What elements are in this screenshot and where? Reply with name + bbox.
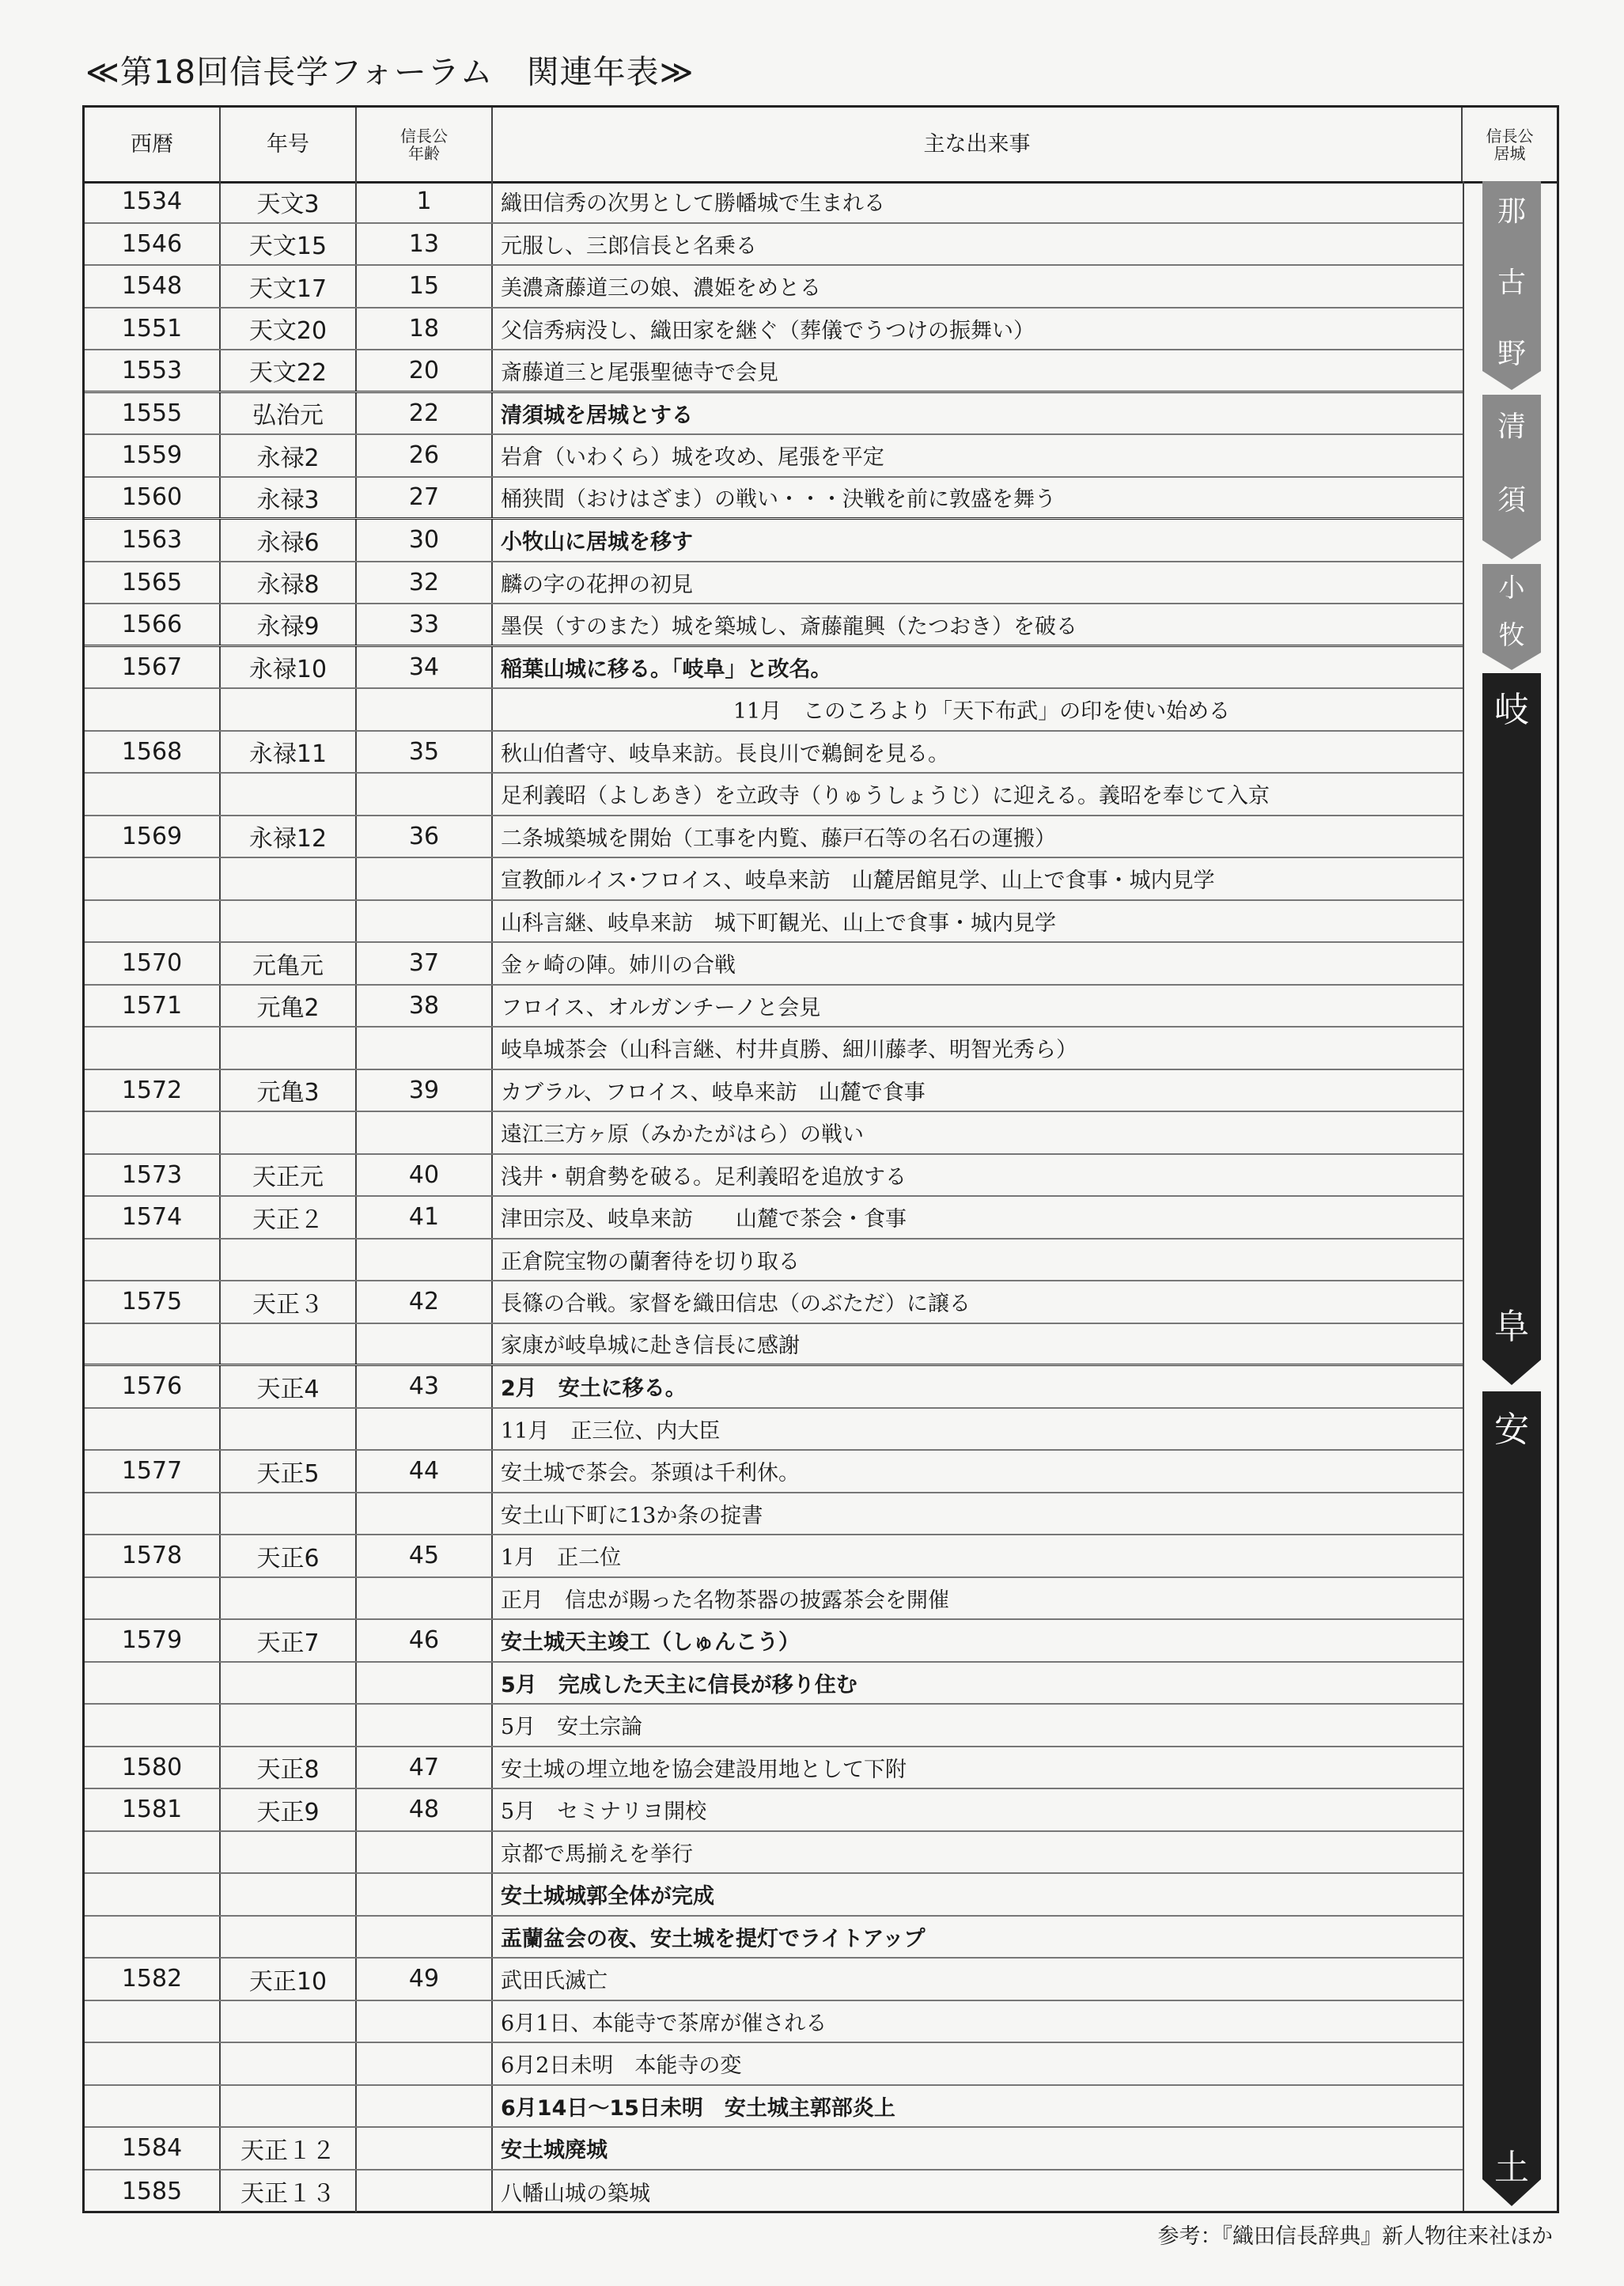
age-cell: 38 bbox=[357, 986, 493, 1027]
table-row bbox=[85, 732, 1463, 774]
year-cell: 1585 bbox=[85, 2171, 221, 2213]
event-cell: 5月 安土宗論 bbox=[501, 1715, 643, 1740]
era-cell: 天正２ bbox=[221, 1197, 357, 1238]
table-row bbox=[85, 2086, 1463, 2129]
table-row bbox=[85, 647, 1463, 690]
event-cell: 墨俣（すのまた）城を築城し、斎藤龍興（たつおき）を破る bbox=[501, 614, 1077, 639]
era-cell: 永禄3 bbox=[221, 478, 357, 518]
age-cell bbox=[357, 1578, 493, 1619]
era-cell bbox=[221, 689, 357, 730]
table-row bbox=[85, 943, 1463, 986]
year-cell bbox=[85, 1112, 221, 1153]
era-cell: 天正7 bbox=[221, 1620, 357, 1661]
table-row bbox=[85, 986, 1463, 1028]
era-cell bbox=[221, 1409, 357, 1450]
era-cell: 元亀3 bbox=[221, 1070, 357, 1111]
table-row bbox=[85, 1240, 1463, 1282]
year-cell: 1572 bbox=[85, 1070, 221, 1111]
castle-azuchi-char-1: 安 bbox=[1494, 1410, 1529, 1450]
era-cell: 永禄12 bbox=[221, 816, 357, 857]
era-cell bbox=[221, 901, 357, 942]
header-era: 年号 bbox=[221, 108, 357, 181]
table-row bbox=[85, 435, 1463, 478]
era-cell: 天正元 bbox=[221, 1155, 357, 1196]
event-cell: 京都で馬揃えを挙行 bbox=[501, 1841, 693, 1867]
age-cell: 22 bbox=[357, 393, 493, 434]
event-cell: 長篠の合戦。家督を織田信忠（のぶただ）に譲る bbox=[501, 1292, 971, 1317]
table-row bbox=[85, 350, 1463, 393]
table-row bbox=[85, 1747, 1463, 1790]
table-row bbox=[85, 2001, 1463, 2044]
event-cell: 盂蘭盆会の夜、安土城を提灯でライトアップ bbox=[501, 1926, 926, 1951]
era-cell: 天文17 bbox=[221, 266, 357, 307]
age-cell: 18 bbox=[357, 308, 493, 350]
event-cell: 清須城を居城とする bbox=[501, 403, 693, 428]
castle-nagoya-arrow bbox=[1482, 181, 1541, 390]
year-cell: 1579 bbox=[85, 1620, 221, 1661]
castle-kiyosu-char-2: 須 bbox=[1497, 484, 1526, 517]
era-cell bbox=[221, 1112, 357, 1153]
event-cell: 八幡山城の築城 bbox=[501, 2181, 650, 2206]
age-cell: 45 bbox=[357, 1535, 493, 1576]
event-cell: 家康が岐阜城に赴き信長に感謝 bbox=[501, 1334, 800, 1359]
era-cell: 天正5 bbox=[221, 1451, 357, 1492]
age-cell: 15 bbox=[357, 266, 493, 307]
age-cell: 32 bbox=[357, 562, 493, 604]
header-castle bbox=[1463, 108, 1557, 181]
age-cell: 33 bbox=[357, 604, 493, 645]
era-cell bbox=[221, 1874, 357, 1915]
event-cell: 11月 このころより「天下布武」の印を使い始める bbox=[733, 699, 1231, 725]
year-cell bbox=[85, 1705, 221, 1746]
table-row bbox=[85, 1451, 1463, 1493]
age-cell bbox=[357, 901, 493, 942]
era-cell bbox=[221, 2001, 357, 2042]
event-cell: 桶狭間（おけはざま）の戦い・・・決戦を前に敦盛を舞う bbox=[501, 487, 1056, 513]
castle-gifu-char-2: 阜 bbox=[1494, 1307, 1529, 1347]
era-cell: 永禄10 bbox=[221, 647, 357, 688]
era-cell: 元亀元 bbox=[221, 943, 357, 984]
age-cell: 37 bbox=[357, 943, 493, 984]
era-cell bbox=[221, 1578, 357, 1619]
era-cell bbox=[221, 1240, 357, 1281]
age-cell: 43 bbox=[357, 1366, 493, 1407]
age-cell bbox=[357, 1028, 493, 1069]
table-row bbox=[85, 266, 1463, 308]
table-row bbox=[85, 1493, 1463, 1536]
castle-kiyosu-arrow bbox=[1482, 395, 1541, 559]
era-cell bbox=[221, 1324, 357, 1364]
age-cell bbox=[357, 2043, 493, 2084]
era-cell: 天文20 bbox=[221, 308, 357, 350]
event-cell: 武田氏滅亡 bbox=[501, 1969, 608, 1994]
era-cell: 天正4 bbox=[221, 1366, 357, 1407]
castle-kiyosu-char-1: 清 bbox=[1497, 411, 1526, 443]
table-row bbox=[85, 2128, 1463, 2171]
year-cell: 1580 bbox=[85, 1747, 221, 1788]
age-cell bbox=[357, 1874, 493, 1915]
age-cell bbox=[357, 1663, 493, 1704]
event-cell: 二条城築城を開始（工事を内覧、藤戸石等の名石の運搬） bbox=[501, 826, 1056, 851]
era-cell bbox=[221, 1663, 357, 1704]
castle-komaki-char-1: 小 bbox=[1498, 572, 1525, 603]
table-row bbox=[85, 1197, 1463, 1240]
event-cell: 6月1日、本能寺で茶席が催される bbox=[501, 2011, 827, 2036]
year-cell: 1569 bbox=[85, 816, 221, 857]
table-row bbox=[85, 604, 1463, 647]
table-row bbox=[85, 2171, 1463, 2213]
age-cell: 1 bbox=[357, 181, 493, 222]
header-year: 西暦 bbox=[85, 108, 221, 181]
table-row bbox=[85, 1409, 1463, 1451]
castle-komaki-char-2: 牧 bbox=[1498, 619, 1525, 650]
age-cell bbox=[357, 1112, 493, 1153]
age-cell: 42 bbox=[357, 1281, 493, 1323]
timeline-table bbox=[82, 105, 1559, 2213]
castle-gifu-char-1: 岐 bbox=[1494, 690, 1529, 730]
year-cell bbox=[85, 2043, 221, 2084]
year-cell bbox=[85, 1324, 221, 1364]
age-cell: 40 bbox=[357, 1155, 493, 1196]
table-row bbox=[85, 478, 1463, 520]
table-row bbox=[85, 224, 1463, 267]
table-row bbox=[85, 816, 1463, 859]
event-cell: 遠江三方ヶ原（みかたがはら）の戦い bbox=[501, 1122, 864, 1148]
era-cell bbox=[221, 1028, 357, 1069]
year-cell bbox=[85, 2001, 221, 2042]
age-cell bbox=[357, 2171, 493, 2213]
event-cell: 浅井・朝倉勢を破る。足利義昭を追放する bbox=[501, 1164, 907, 1190]
year-cell: 1581 bbox=[85, 1789, 221, 1830]
event-cell: 6月2日未明 本能寺の変 bbox=[501, 2053, 742, 2079]
table-row bbox=[85, 774, 1463, 816]
year-cell: 1578 bbox=[85, 1535, 221, 1576]
header-events: 主な出来事 bbox=[493, 108, 1463, 181]
era-cell: 永禄6 bbox=[221, 520, 357, 561]
event-cell: 安土城廃城 bbox=[501, 2138, 608, 2163]
header-castle-line2: 居城 bbox=[1493, 143, 1526, 163]
era-cell bbox=[221, 1917, 357, 1958]
era-cell: 天正10 bbox=[221, 1959, 357, 2000]
table-row bbox=[85, 1112, 1463, 1155]
year-cell: 1571 bbox=[85, 986, 221, 1027]
year-cell bbox=[85, 901, 221, 942]
year-cell: 1560 bbox=[85, 478, 221, 518]
age-cell: 13 bbox=[357, 224, 493, 265]
age-cell: 47 bbox=[357, 1747, 493, 1788]
table-row bbox=[85, 858, 1463, 901]
year-cell: 1551 bbox=[85, 308, 221, 350]
era-cell: 天正9 bbox=[221, 1789, 357, 1830]
table-row bbox=[85, 1366, 1463, 1409]
table-row bbox=[85, 689, 1463, 732]
era-cell: 天正6 bbox=[221, 1535, 357, 1576]
era-cell: 元亀2 bbox=[221, 986, 357, 1027]
year-cell: 1568 bbox=[85, 732, 221, 773]
table-row bbox=[85, 1070, 1463, 1113]
age-cell: 36 bbox=[357, 816, 493, 857]
era-cell: 天正１３ bbox=[221, 2171, 357, 2213]
age-cell: 41 bbox=[357, 1197, 493, 1238]
year-cell: 1567 bbox=[85, 647, 221, 688]
age-cell bbox=[357, 1705, 493, 1746]
event-cell: 安土城城郭全体が完成 bbox=[501, 1884, 714, 1909]
year-cell: 1553 bbox=[85, 350, 221, 391]
era-cell: 天正１２ bbox=[221, 2128, 357, 2169]
year-cell bbox=[85, 1493, 221, 1535]
age-cell: 20 bbox=[357, 350, 493, 391]
era-cell: 弘治元 bbox=[221, 393, 357, 434]
table-row bbox=[85, 1620, 1463, 1663]
event-cell: 11月 正三位、内大臣 bbox=[501, 1418, 721, 1444]
age-cell bbox=[357, 1832, 493, 1873]
castle-nagoya-char-3: 野 bbox=[1497, 338, 1526, 370]
age-cell bbox=[357, 689, 493, 730]
castle-column bbox=[1463, 181, 1558, 2211]
event-cell: 父信秀病没し、織田家を継ぐ（葬儀でうつけの振舞い） bbox=[501, 318, 1035, 343]
year-cell bbox=[85, 2086, 221, 2127]
event-cell: 安土城の埋立地を協会建設用地として下附 bbox=[501, 1757, 907, 1782]
era-cell: 永禄9 bbox=[221, 604, 357, 645]
castle-gifu-shape bbox=[1482, 673, 1541, 1385]
event-cell: 足利義昭（よしあき）を立政寺（りゅうしょうじ）に迎える。義昭を奉じて入京 bbox=[501, 784, 1270, 809]
table-row bbox=[85, 1663, 1463, 1705]
event-cell: 6月14日～15日未明 安土城主郭部炎上 bbox=[501, 2095, 895, 2121]
year-cell: 1563 bbox=[85, 520, 221, 561]
age-cell bbox=[357, 2001, 493, 2042]
year-cell: 1576 bbox=[85, 1366, 221, 1407]
year-cell bbox=[85, 1409, 221, 1450]
castle-azuchi-char-2: 土 bbox=[1494, 2148, 1529, 2188]
year-cell: 1577 bbox=[85, 1451, 221, 1492]
reference-note: 参考：『織田信長辞典』新人物往来社ほか bbox=[1157, 2224, 1553, 2249]
era-cell bbox=[221, 2043, 357, 2084]
event-cell: カブラル、フロイス、岐阜来訪 山麓で食事 bbox=[501, 1080, 926, 1105]
event-cell: 小牧山に居城を移す bbox=[501, 530, 693, 555]
age-cell bbox=[357, 1240, 493, 1281]
event-cell: 正倉院宝物の蘭奢待を切り取る bbox=[501, 1249, 800, 1274]
table-row bbox=[85, 1324, 1463, 1367]
event-cell: 安土城天主竣工（しゅんこう） bbox=[501, 1630, 800, 1656]
event-cell: 斎藤道三と尾張聖徳寺で会見 bbox=[501, 360, 778, 385]
table-row bbox=[85, 520, 1463, 562]
event-cell: 5月 セミナリヨ開校 bbox=[501, 1800, 707, 1825]
era-cell: 永禄2 bbox=[221, 435, 357, 476]
age-cell: 48 bbox=[357, 1789, 493, 1830]
age-cell: 44 bbox=[357, 1451, 493, 1492]
event-cell: 津田宗及、岐阜来訪 山麓で茶会・食事 bbox=[501, 1207, 907, 1232]
event-cell: 1月 正二位 bbox=[501, 1546, 622, 1571]
event-cell: 美濃斎藤道三の娘、濃姫をめとる bbox=[501, 276, 821, 301]
year-cell: 1566 bbox=[85, 604, 221, 645]
event-cell: 安土城で茶会。茶頭は千利休。 bbox=[501, 1461, 800, 1486]
table-row bbox=[85, 901, 1463, 944]
era-cell bbox=[221, 774, 357, 815]
year-cell: 1570 bbox=[85, 943, 221, 984]
era-cell bbox=[221, 2086, 357, 2127]
event-cell: 岐阜城茶会（山科言継、村井貞勝、細川藤孝、明智光秀ら） bbox=[501, 1038, 1077, 1063]
event-cell: 岩倉（いわくら）城を攻め、尾張を平定 bbox=[501, 445, 884, 471]
table-row bbox=[85, 181, 1463, 224]
table-row bbox=[85, 1578, 1463, 1621]
table-row bbox=[85, 1281, 1463, 1324]
year-cell: 1565 bbox=[85, 562, 221, 604]
castle-gifu-arrow bbox=[1482, 673, 1541, 1385]
year-cell: 1574 bbox=[85, 1197, 221, 1238]
event-cell: 元服し、三郎信長と名乗る bbox=[501, 233, 757, 259]
year-cell bbox=[85, 1874, 221, 1915]
event-cell: 織田信秀の次男として勝幡城で生まれる bbox=[501, 191, 885, 217]
age-cell bbox=[357, 1409, 493, 1450]
year-cell bbox=[85, 1578, 221, 1619]
year-cell bbox=[85, 1240, 221, 1281]
table-row bbox=[85, 1959, 1463, 2001]
header-age-line1: 信長公 bbox=[400, 126, 448, 146]
era-cell: 天文15 bbox=[221, 224, 357, 265]
era-cell bbox=[221, 1832, 357, 1873]
age-cell bbox=[357, 774, 493, 815]
header-age bbox=[357, 108, 493, 181]
era-cell: 天文22 bbox=[221, 350, 357, 391]
table-row bbox=[85, 1705, 1463, 1747]
age-cell bbox=[357, 1324, 493, 1364]
age-cell bbox=[357, 2086, 493, 2127]
age-cell: 34 bbox=[357, 647, 493, 688]
header-age-line2: 年齢 bbox=[408, 143, 440, 163]
header-castle-line1: 信長公 bbox=[1486, 126, 1534, 146]
era-cell: 天正３ bbox=[221, 1281, 357, 1323]
age-cell bbox=[357, 2128, 493, 2169]
table-row bbox=[85, 2043, 1463, 2086]
event-cell: 5月 完成した天主に信長が移り住む bbox=[501, 1672, 857, 1697]
castle-komaki-arrow bbox=[1482, 564, 1541, 670]
castle-azuchi-shape bbox=[1482, 1391, 1541, 2206]
event-cell: 正月 信忠が賜った名物茶器の披露茶会を開催 bbox=[501, 1588, 949, 1613]
year-cell bbox=[85, 774, 221, 815]
table-row bbox=[85, 1832, 1463, 1875]
event-cell: 稲葉山城に移る。「岐阜」と改名。 bbox=[501, 657, 832, 682]
table-row bbox=[85, 1535, 1463, 1578]
year-cell: 1546 bbox=[85, 224, 221, 265]
age-cell: 27 bbox=[357, 478, 493, 518]
year-cell bbox=[85, 1028, 221, 1069]
event-cell: 安土山下町に13か条の掟書 bbox=[501, 1503, 763, 1528]
year-cell bbox=[85, 1832, 221, 1873]
age-cell: 30 bbox=[357, 520, 493, 561]
event-cell: 2月 安土に移る。 bbox=[501, 1376, 687, 1402]
event-cell: 秋山伯耆守、岐阜来訪。長良川で鵜飼を見る。 bbox=[501, 741, 949, 766]
table-header bbox=[85, 108, 1557, 184]
castle-nagoya-char-2: 古 bbox=[1497, 267, 1526, 299]
table-row bbox=[85, 393, 1463, 436]
year-cell bbox=[85, 858, 221, 899]
age-cell: 46 bbox=[357, 1620, 493, 1661]
table-row bbox=[85, 562, 1463, 605]
age-cell bbox=[357, 1493, 493, 1535]
age-cell: 49 bbox=[357, 1959, 493, 2000]
castle-azuchi-arrow bbox=[1482, 1391, 1541, 2206]
year-cell: 1534 bbox=[85, 181, 221, 222]
year-cell bbox=[85, 1663, 221, 1704]
age-cell: 39 bbox=[357, 1070, 493, 1111]
era-cell bbox=[221, 858, 357, 899]
year-cell: 1575 bbox=[85, 1281, 221, 1323]
castle-nagoya-char-1: 那 bbox=[1497, 195, 1526, 228]
table-row bbox=[85, 1874, 1463, 1917]
year-cell: 1582 bbox=[85, 1959, 221, 2000]
page-title: ≪第18回信長学フォーラム 関連年表≫ bbox=[85, 53, 695, 91]
age-cell: 35 bbox=[357, 732, 493, 773]
year-cell: 1573 bbox=[85, 1155, 221, 1196]
event-cell: 宣教師ルイス･フロイス、岐阜来訪 山麓居館見学、山上で食事・城内見学 bbox=[501, 869, 1215, 894]
event-cell: 金ヶ崎の陣。姉川の合戦 bbox=[501, 953, 736, 978]
year-cell bbox=[85, 1917, 221, 1958]
table-row bbox=[85, 1789, 1463, 1832]
event-cell: 麟の字の花押の初見 bbox=[501, 572, 693, 597]
era-cell: 永禄8 bbox=[221, 562, 357, 604]
age-cell: 26 bbox=[357, 435, 493, 476]
event-cell: 山科言継、岐阜来訪 城下町観光、山上で食事・城内見学 bbox=[501, 910, 1056, 936]
age-cell bbox=[357, 1917, 493, 1958]
year-cell: 1548 bbox=[85, 266, 221, 307]
era-cell bbox=[221, 1493, 357, 1535]
table-row bbox=[85, 308, 1463, 351]
table-row bbox=[85, 1155, 1463, 1198]
era-cell: 天文3 bbox=[221, 181, 357, 222]
year-cell: 1555 bbox=[85, 393, 221, 434]
age-cell bbox=[357, 858, 493, 899]
era-cell bbox=[221, 1705, 357, 1746]
table-row bbox=[85, 1917, 1463, 1959]
era-cell: 天正8 bbox=[221, 1747, 357, 1788]
era-cell: 永禄11 bbox=[221, 732, 357, 773]
year-cell: 1559 bbox=[85, 435, 221, 476]
event-cell: フロイス、オルガンチーノと会見 bbox=[501, 995, 821, 1020]
year-cell: 1584 bbox=[85, 2128, 221, 2169]
table-row bbox=[85, 1028, 1463, 1070]
year-cell bbox=[85, 689, 221, 730]
